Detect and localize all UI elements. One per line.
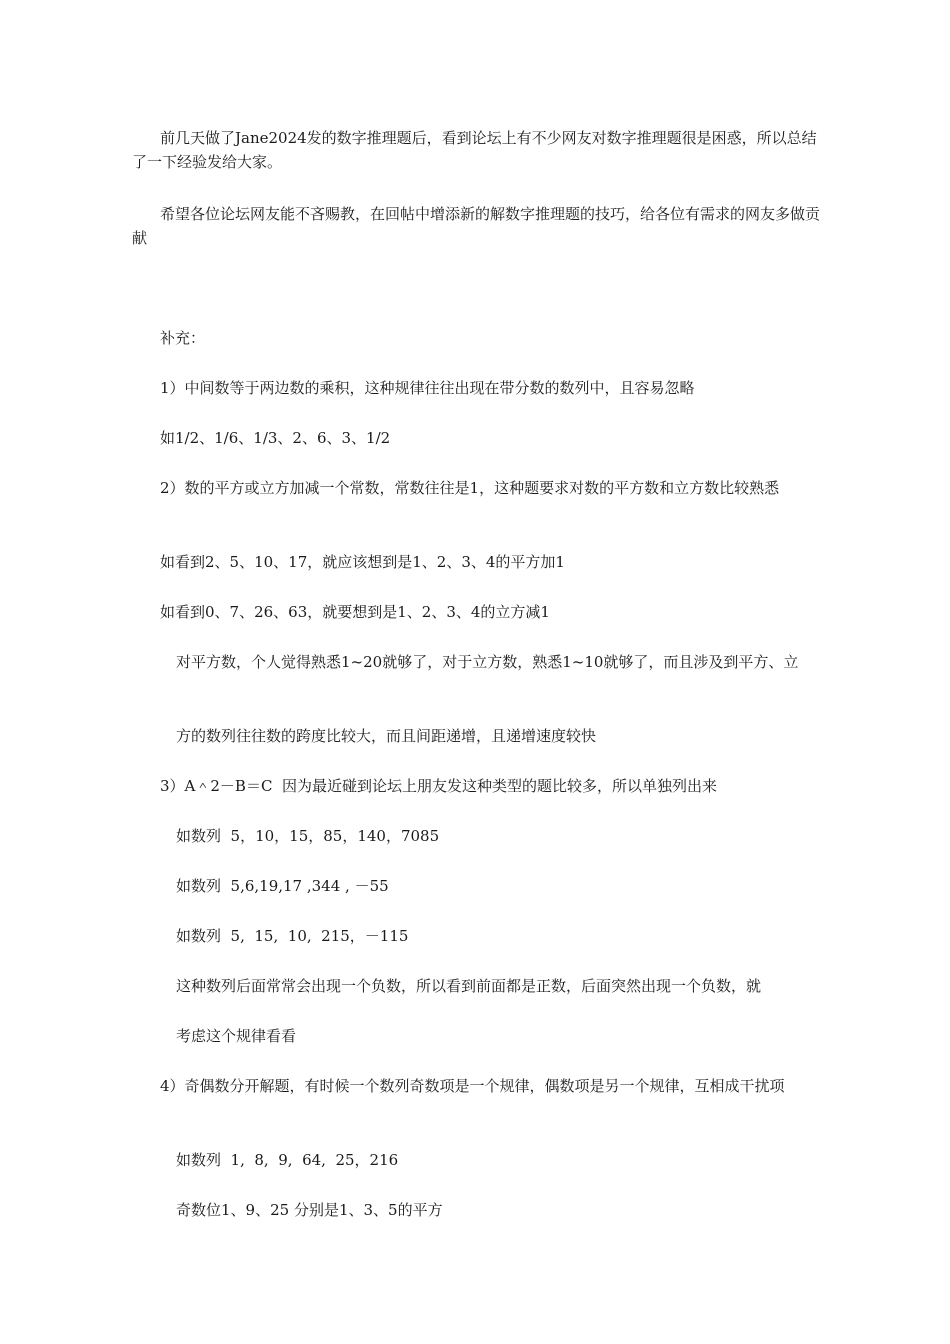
rule-3-note-1: 这种数列后面常常会出现一个负数，所以看到前面都是正数，后面突然出现一个负数，就 <box>176 977 762 995</box>
rule-2-example-square: 如看到2、5、10、17，就应该想到是1、2、3、4的平方加1 <box>160 553 565 571</box>
rule-3-example-3: 如数列 5, 15, 10, 215，－115 <box>176 927 409 945</box>
rule-2-heading: 2）数的平方或立方加减一个常数，常数往往是1，这种题要求对数的平方数和立方数比较熟悉 <box>160 479 780 497</box>
supplement-heading: 补充： <box>160 329 206 347</box>
rule-4-heading: 4）奇偶数分开解题，有时候一个数列奇数项是一个规律，偶数项是另一个规律，互相成干扰项 <box>160 1077 785 1095</box>
rule-2-note-1: 对平方数，个人觉得熟悉1~20就够了，对于立方数，熟悉1~10就够了，而且涉及到平方、立 <box>176 653 799 671</box>
rule-3-example-1: 如数列 5，10，15，85，140，7085 <box>176 827 440 845</box>
rule-1-example: 如1/2、1/6、1/3、2、6、3、1/2 <box>160 429 391 447</box>
rule-4-example: 如数列 1, 8, 9, 64, 25，216 <box>176 1151 399 1169</box>
rule-3-note-2: 考虑这个规律看看 <box>176 1027 297 1045</box>
request-paragraph: 希望各位论坛网友能不吝赐教，在回帖中增添新的解数字推理题的技巧，给各位有需求的网友多做贡献 <box>132 205 821 247</box>
rule-1-heading: 1）中间数等于两边数的乘积，这种规律往往出现在带分数的数列中，且容易忽略 <box>160 379 695 397</box>
rule-2-example-cube: 如看到0、7、26、63，就要想到是1、2、3、4的立方减1 <box>160 603 550 621</box>
intro-paragraph: 前几天做了Jane2024发的数字推理题后，看到论坛上有不少网友对数字推理题很是困惑，所以总结了一下经验发给大家。 <box>132 129 817 171</box>
rule-4-note: 奇数位1、9、25 分别是1、3、5的平方 <box>176 1201 443 1219</box>
rule-3-example-2: 如数列 5,6,19,17 ,344 , －55 <box>176 877 389 895</box>
rule-2-note-2: 方的数列往往数的跨度比较大，而且间距递增，且递增速度较快 <box>176 727 597 745</box>
rule-3-heading: 3）A＾2－B＝C 因为最近碰到论坛上朋友发这种类型的题比较多，所以单独列出来 <box>160 777 717 795</box>
